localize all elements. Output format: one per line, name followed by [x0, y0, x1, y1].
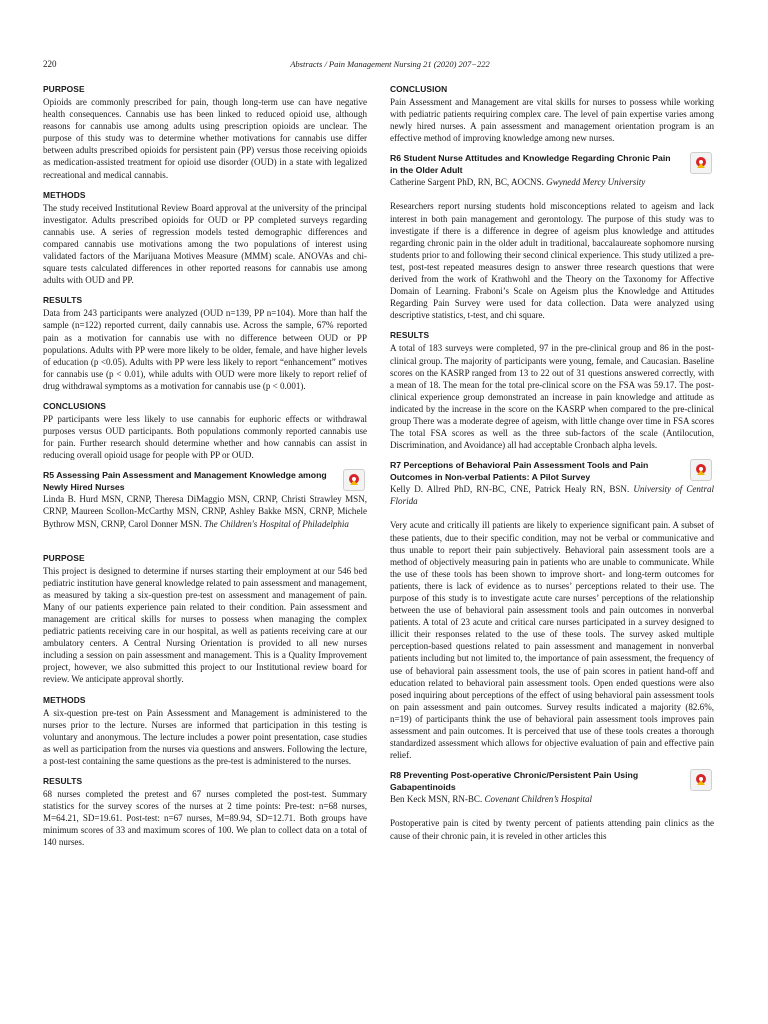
affiliation: The Children's Hospital of Philadelphia	[204, 518, 349, 529]
abstract-r6-header	[390, 152, 714, 188]
purpose-section	[43, 83, 367, 181]
methods-section	[43, 189, 367, 287]
methods-section	[43, 694, 367, 767]
abstract-r5-header	[43, 469, 367, 529]
purpose-section	[43, 552, 367, 686]
section-text: Researchers report nursing students hold misconceptions related to ageism and lack interest in both pain management and gerontology. The purpose of this study was to investigate if there is a difference in degree of ageism plus knowledge and attitudes regarding chronic pain in the older adult in traditional, baccalaureate sophomore nursing students prior to and following their second clinical experience. This study utilized a pre-test, post-test repeated measures design to answer three research questions that were derived from the work of Krathwohl and the Theory on the Taxonomy for Affective Domain of Learning. Fraboni’s Scale on Ageism plus the Knowledge and Attitudes Regarding Pain Survey were used for data collection. Data were analyzed using descriptive statistics, t-test, and chi square.	[390, 201, 714, 321]
results-section	[43, 294, 367, 392]
affiliation: Covenant Children’s Hospital	[484, 794, 593, 805]
abstract-body	[390, 817, 714, 841]
conclusion-section	[390, 83, 714, 144]
abstract-title: R7 Perceptions of Behavioral Pain Assessment Tools and Pain Outcomes in Non-verbal Patients: A Pilot Survey	[390, 460, 649, 483]
section-text: 68 nurses completed the pretest and 67 nurses completed the post-test. Summary statistics for the survey scores of the nurses at 2 time points: Pre-test: n=68 nurses, M=64.21, SD=19.61. Post-test: n=67 nurses, M=89.94, SD=12.71. Both groups have minimum scores of 33 and maximum scores of 100. We plan to collect data on a total of 140 nurses.	[43, 789, 367, 848]
abstract-title: R8 Preventing Post-operative Chronic/Persistent Pain Using Gabapentinoids	[390, 770, 639, 793]
crossmark-icon[interactable]	[690, 152, 712, 174]
section-heading: CONCLUSION	[390, 84, 448, 94]
section-text: A total of 183 surveys were completed, 97 in the pre-clinical group and 86 in the post-clinical group. The majority of participants were young, female, and Caucasian. Baseline scores on the KASRP ranged from 13 to 22 out of 31 questions answered correctly, with a mean of 18. The mean for the total pre-clinical score on the FSA was 59.17. The post-clinical experience group demonstrated an increase in pain knowledge and attitude as indicated by the increase in the score on the KASRP when compared to the pre-clinical group There was a moderate degree of ageism, with little change over time in FSA scores The total FSA scores as well as the three sub-factors of the scale (Antilocution, Discrimination, and Avoidance) all had acceptable Cronbach alpha levels.	[390, 343, 714, 451]
section-text: A six-question pre-test on Pain Assessment and Management is administered to the nurses prior to the lecture. Nurses are informed that participation in this testing is voluntary and anonymous. The lecture includes a power point presentation, case studies as well as participation from the nurses via questions and answers. Following the lecture, a post-test containing the same questions as the pre-test is administered to the nurses.	[43, 707, 367, 766]
abstract-r7-header	[390, 459, 714, 507]
author-list	[390, 176, 714, 188]
section-heading: RESULTS	[43, 295, 83, 306]
section-heading: RESULTS	[43, 776, 83, 787]
right-column	[390, 83, 714, 850]
results-section	[43, 775, 367, 848]
author-list	[390, 793, 714, 805]
affiliation: Gwynedd Mercy University	[546, 177, 646, 188]
section-heading: PURPOSE	[43, 84, 85, 94]
conclusions-section	[43, 400, 367, 461]
authors: Linda B. Hurd MSN, CRNP, Theresa DiMaggio MSN, CRNP, Christi Strawley MSN, CRNP, Maureen Scollon-McCarthy MSN, CRNP, Ashley Bakke MSN, CRNP, Michele Bythrow MSN, CRNP, Carol Donner MSN.	[43, 494, 367, 529]
crossmark-icon[interactable]	[343, 469, 365, 491]
authors: Kelly D. Allred PhD, RN-BC, CNE, Patrick Healy RN, BSN.	[390, 484, 630, 495]
left-column	[43, 83, 367, 857]
section-text: Opioids are commonly prescribed for pain, though long-term use can have negative health consequences. Cannabis use has been linked to reduced opioid use, although reasons for cannabis use among adults using prescription opioids are unclear. The purpose of this study was to determine whether motivations for cannabis use differ between adults prescribed opioids for persistent pain (PP) versus those receiving opioids as medication-assisted treatment for opioid use disorder (OUD) in a state with legalized recreational and medical cannabis.	[43, 97, 367, 180]
abstract-r8-header	[390, 769, 714, 805]
abstract-body	[390, 519, 714, 761]
page-number: 220	[43, 59, 57, 69]
section-heading: PURPOSE	[43, 552, 85, 563]
section-text: Pain Assessment and Management are vital skills for nurses to possess while working with pediatric patients requiring complex care. The level of pain expertise varies among newly hired nurses. A pain assessment and management orientation program is an effective method of improving knowledge among new nurses.	[390, 97, 714, 144]
affiliation: University of Central Florida	[390, 484, 715, 507]
section-text: Postoperative pain is cited by twenty percent of patients attending pain clinics as the cause of their chronic pain, it is reveled in other articles this	[390, 818, 714, 841]
abstract-title: R5 Assessing Pain Assessment and Management Knowledge among Newly Hired Nurses	[43, 470, 327, 493]
authors: Ben Keck MSN, RN-BC.	[390, 794, 483, 805]
section-text: This project is designed to determine if nurses starting their employment at our 546 bed pediatric institution have general knowledge related to pain assessment and management, as measured by taking a six-question pre-test on assessment and management of pain. Many of our patients experience pain related to their condition. Pain assessment and management are critical skills for nurses to possess when managing the complex pediatric patients receiving care in our hospital, as well as patients receiving care at our ambulatory centers. A Central Nursing Orientation is provided to all new nurses including a session on pain assessment and management. This is a Quality Improvement project, however, we also submitted this project to our Institutional review board for review. We anticipate approval shortly.	[43, 565, 367, 685]
section-text: Data from 243 participants were analyzed (OUD n=139, PP n=104). More than half the sample (n=122) reported current, daily cannabis use. Across the sample, 67% reported pain as a motivation for cannabis use with no difference between OUD or PP populations. Adults with PP were more likely to be older, female, and have higher levels of education (p <0.05). Adults with PP were less likely to report “enhancement” motives for cannabis use (p < 0.01), while adults with OUD were more likely to report relief of drug withdrawal symptoms as a motivation for cannabis use (p < 0.001).	[43, 308, 367, 391]
section-text: PP participants were less likely to use cannabis for euphoric effects or withdrawal purposes versus OUD participants. Both populations commonly reported cannabis use for pain. Further research should determine whether and how cannabis can assist in reducing overall opioid usage for people with PP or OUD.	[43, 413, 367, 461]
author-list	[43, 493, 367, 529]
section-text: The study received Institutional Review Board approval at the university of the principal investigator. Adults prescribed opioids for OUD or PP completed surveys regarding cannabis use. A series of regression models tested demographic differences and compared cannabis use motivations among the two populations of interest using validated factors of the Marijuana Motives Measure (MMM) scale. ANOVAs and chi-square tests calculated differences in other reported reasons for cannabis use among adults with OUD and PP.	[43, 202, 367, 286]
abstract-body	[390, 200, 714, 321]
author-list	[390, 483, 714, 507]
section-heading: CONCLUSIONS	[43, 400, 106, 411]
authors: Catherine Sargent PhD, RN, BC, AOCNS.	[390, 177, 544, 188]
running-head: Abstracts / Pain Management Nursing 21 (2020) 207−222	[290, 59, 490, 69]
section-heading: METHODS	[43, 189, 86, 200]
section-text: Very acute and critically ill patients are likely to experience significant pain. A subset of these patients, due to their specific condition, may not be verbal or communicative and thus unable to report their pain subjectively. Behavioral pain assessment tools are a method of objectively measuring pain in patients who are unable to communicate. While the use of these tools has been shown to improve short- and long-term outcomes for patients, there is lack of evidence as to nurses’ perceptions related to their use. The purpose of this study is to investigate acute care nurses’ perceptions of the relationship between the use of behavioral pain assessment tools and pain outcomes in nonverbal patients. A total of 23 acute and critical care nurses participated in a survey designed to illicit their responses related to the use of these tools. The survey asked multiple perception-based questions related to pain assessment and management in nonverbal patients including but not limited to, the importance of pain assessment, the frequency of use of behavioral pain assessment tools, the use of pain scores in patient hand-off and education related to behavioral pain assessment tools. Open ended questions were also posed inquiring about perceptions of the effect of using behavioral pain assessment tools on pain assessment and pain outcomes. Survey results indicated a majority (82.6%, n=19) of participants think the use of behavioral pain assessment tools improves pain assessment and pain outcomes. It is perceived that use of these tools creates a thorough standardized assessment which allows for objective evaluation of pain and effective pain relief.	[390, 520, 714, 761]
crossmark-icon[interactable]	[690, 769, 712, 791]
crossmark-icon[interactable]	[690, 459, 712, 481]
results-section	[390, 329, 714, 451]
section-heading: RESULTS	[390, 330, 430, 341]
abstract-title: R6 Student Nurse Attitudes and Knowledge Regarding Chronic Pain in the Older Adult	[390, 153, 671, 176]
section-heading: METHODS	[43, 694, 86, 705]
